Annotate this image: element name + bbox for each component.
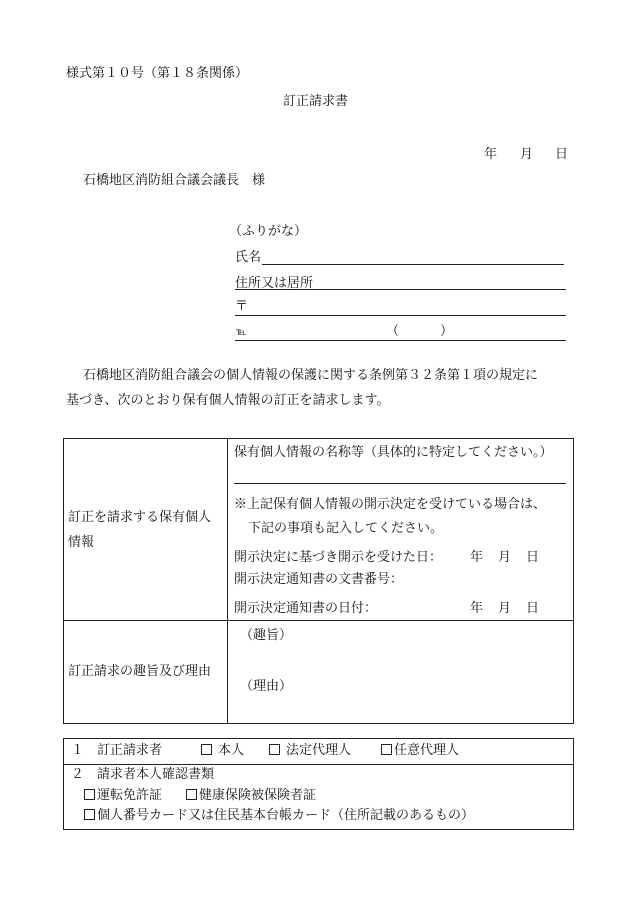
notice-date-row <box>234 597 574 616</box>
disclosure-date-month: 月 <box>498 550 512 565</box>
disclosure-date-label: 開示決定に基づき開示を受けた日： <box>234 550 443 565</box>
option-voluntary[interactable] <box>381 743 459 759</box>
option-self-label: 本人 <box>218 743 245 758</box>
checkbox-mynumber[interactable] <box>84 809 95 820</box>
row2-label: 訂正請求の趣旨及び理由 <box>68 664 212 679</box>
disclosure-date-day: 日 <box>526 550 540 565</box>
option-legal-label: 法定代理人 <box>286 743 352 758</box>
address-label: 住所又は居所 <box>235 276 314 291</box>
form-title: 訂正請求書 <box>283 94 349 109</box>
addressee: 石橋地区消防組合議会議長 様 <box>83 173 266 188</box>
notice-date-month: 月 <box>498 601 512 616</box>
note-line-2: 下記の事項も記入してください。 <box>248 521 444 536</box>
checkbox-legal[interactable] <box>269 744 280 755</box>
header-month-label: 月 <box>520 147 534 162</box>
name-field-line[interactable] <box>262 264 564 265</box>
item1-label: 訂正請求者 <box>97 743 163 758</box>
notice-date-label: 開示決定通知書の日付： <box>234 601 378 616</box>
doc-insurance-label: 健康保険被保険者証 <box>199 788 317 803</box>
table-row-divider <box>63 620 574 621</box>
checkbox-self[interactable] <box>201 744 212 755</box>
option-voluntary-label: 任意代理人 <box>394 743 460 758</box>
doc-mynumber-option[interactable] <box>84 808 474 824</box>
purpose-label: （趣旨） <box>240 628 293 643</box>
table-column-divider <box>227 438 228 724</box>
notice-date-day: 日 <box>526 601 540 616</box>
header-day-label: 日 <box>555 147 569 162</box>
reason-label: （理由） <box>240 679 293 694</box>
option-self[interactable] <box>201 743 244 759</box>
furigana-label: （ふりがな） <box>229 224 308 239</box>
address-field-line[interactable] <box>235 289 566 290</box>
option-legal[interactable] <box>269 743 351 759</box>
document-number-label: 開示決定通知書の文書番号： <box>234 572 404 587</box>
row1-label-line-2: 情報 <box>68 535 95 550</box>
item2-label: 請求者本人確認書類 <box>97 767 215 782</box>
doc-license-label: 運転免許証 <box>97 788 163 803</box>
header-year-label: 年 <box>484 147 498 162</box>
info-name-label: 保有個人情報の名称等（具体的に特定してください。） <box>234 445 553 460</box>
checkbox-voluntary[interactable] <box>381 744 392 755</box>
postal-mark: 〒 <box>235 299 249 314</box>
requester-row-divider <box>63 764 574 765</box>
note-line-1: ※上記保有個人情報の開示決定を受けている場合は、 <box>234 497 547 512</box>
row1-label-line-1: 訂正を請求する保有個人 <box>68 510 212 525</box>
disclosure-date-year: 年 <box>470 550 484 565</box>
form-number: 様式第１０号（第１８条関係） <box>66 66 249 81</box>
doc-license-option[interactable] <box>84 788 162 804</box>
name-label: 氏名 <box>235 250 262 265</box>
tel-label: ℡ <box>236 327 247 338</box>
checkbox-license[interactable] <box>84 789 95 800</box>
tel-paren-close: ） <box>440 324 454 339</box>
info-name-field-line[interactable] <box>234 483 566 484</box>
disclosure-date-row <box>234 546 574 565</box>
item2-number: ２ <box>71 767 85 782</box>
item1-number: １ <box>71 743 85 758</box>
intro-line-2: 基づき、次のとおり保有個人情報の訂正を請求します。 <box>66 393 390 408</box>
tel-field-line[interactable] <box>235 340 566 341</box>
intro-line-1: 石橋地区消防組合議会の個人情報の保護に関する条例第３２条第１項の規定に <box>83 368 539 383</box>
doc-insurance-option[interactable] <box>186 788 316 804</box>
notice-date-year: 年 <box>470 601 484 616</box>
tel-paren-open: （ <box>386 324 400 339</box>
postal-field-line[interactable] <box>235 315 566 316</box>
doc-mynumber-label: 個人番号カード又は住民基本台帳カード（住所記載のあるもの） <box>97 808 475 823</box>
checkbox-insurance[interactable] <box>186 789 197 800</box>
